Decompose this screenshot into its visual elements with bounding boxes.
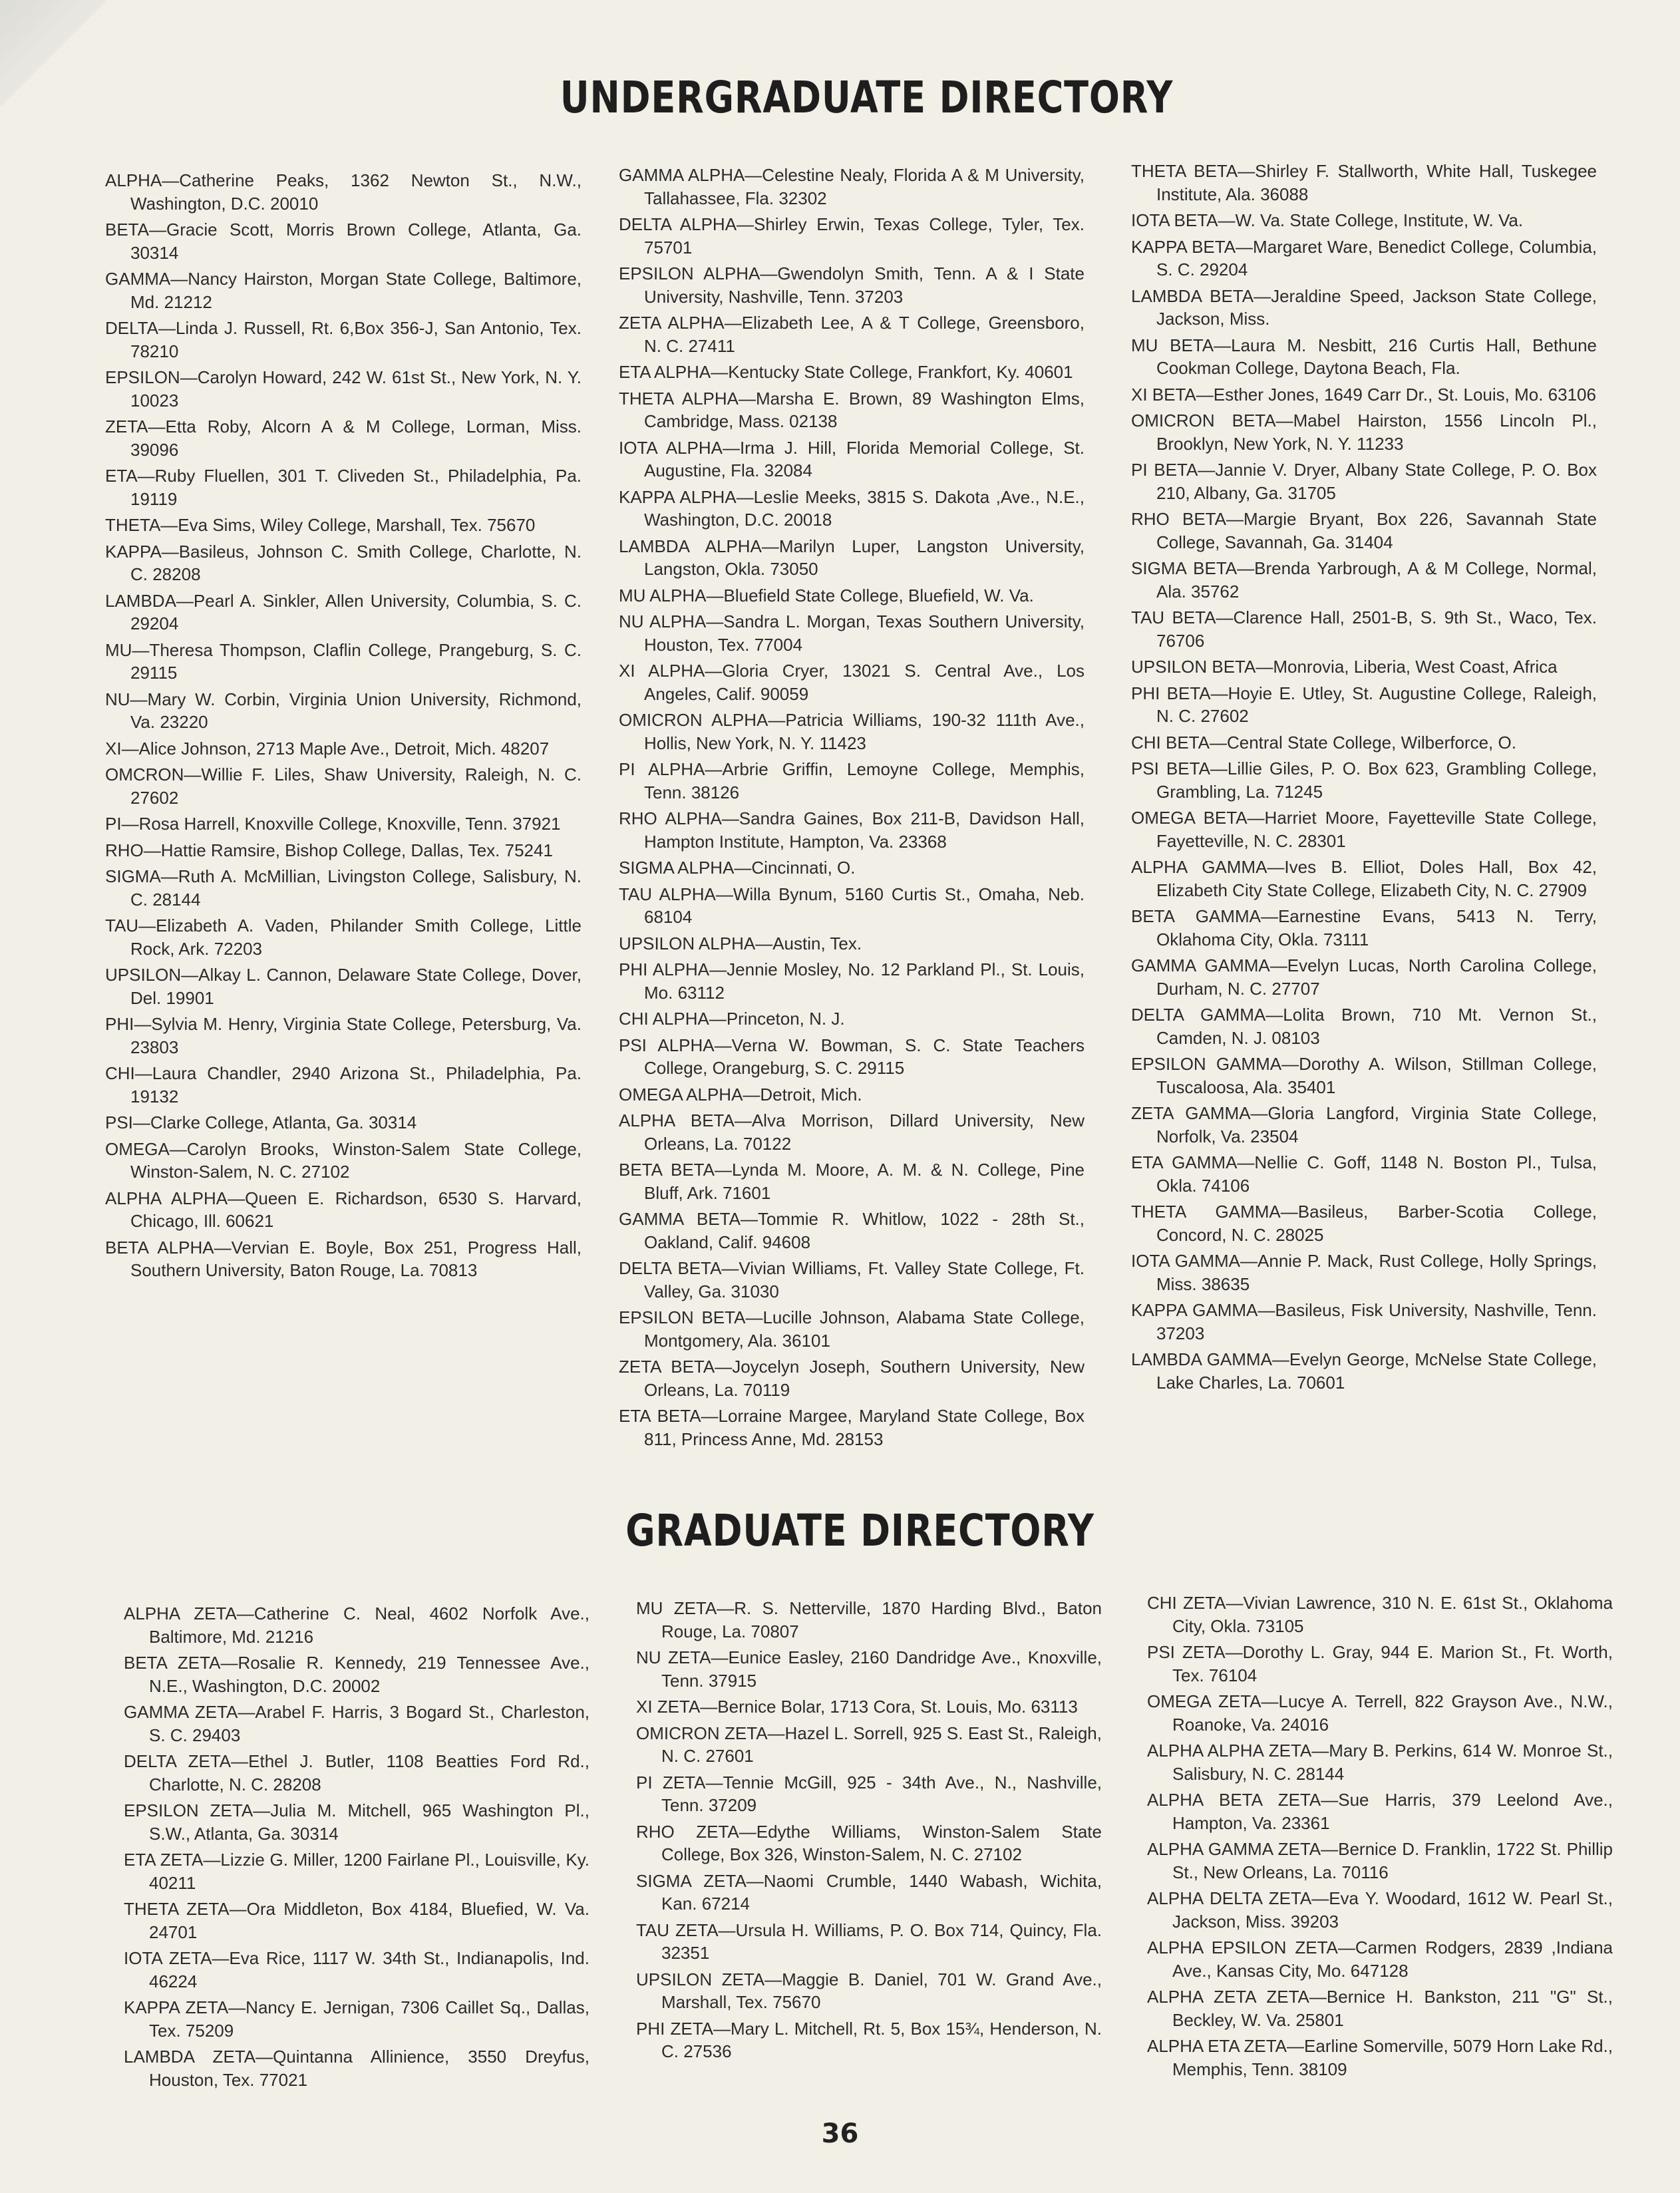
- directory-entry: XI ZETA—Bernice Bolar, 1713 Cora, St. Louis, Mo. 63113: [636, 1697, 1078, 1717]
- directory-entry: OMICRON BETA—Mabel Hairston, 1556 Lincoln Pl., Brooklyn, New York, N. Y. 11233: [1131, 411, 1597, 454]
- directory-entry: ETA GAMMA—Nellie C. Goff, 1148 N. Boston Pl., Tulsa, Okla. 74106: [1131, 1152, 1597, 1196]
- directory-entry: NU ALPHA—Sandra L. Morgan, Texas Southern University, Houston, Tex. 77004: [619, 611, 1085, 655]
- directory-entry: PSI—Clarke College, Atlanta, Ga. 30314: [105, 1112, 417, 1132]
- directory-entry: OMICRON ALPHA—Patricia Williams, 190-32 111th Ave., Hollis, New York, N. Y. 11423: [619, 710, 1085, 753]
- directory-entry: EPSILON ZETA—Julia M. Mitchell, 965 Washington Pl., S.W., Atlanta, Ga. 30314: [124, 1800, 589, 1844]
- directory-entry: DELTA GAMMA—Lolita Brown, 710 Mt. Vernon St., Camden, N. J. 08103: [1131, 1005, 1597, 1048]
- directory-entry: BETA ZETA—Rosalie R. Kennedy, 219 Tennessee Ave., N.E., Washington, D.C. 20002: [124, 1653, 589, 1696]
- directory-entry: TAU ZETA—Ursula H. Williams, P. O. Box 714, Quincy, Fla. 32351: [636, 1920, 1102, 1963]
- directory-entry: OMICRON ZETA—Hazel L. Sorrell, 925 S. East St., Raleigh, N. C. 27601: [636, 1723, 1102, 1766]
- directory-entry: UPSILON—Alkay L. Cannon, Delaware State College, Dover, Del. 19901: [105, 965, 582, 1008]
- directory-entry: ETA ZETA—Lizzie G. Miller, 1200 Fairlane Pl., Louisville, Ky. 40211: [124, 1850, 589, 1893]
- directory-entry: DELTA—Linda J. Russell, Rt. 6,Box 356-J, San Antonio, Tex. 78210: [105, 318, 582, 361]
- directory-entry: KAPPA BETA—Margaret Ware, Benedict College, Columbia, S. C. 29204: [1131, 236, 1597, 279]
- directory-entry: ALPHA GAMMA ZETA—Bernice D. Franklin, 1722 St. Phillip St., New Orleans, La. 70116: [1147, 1839, 1613, 1882]
- directory-entry: NU ZETA—Eunice Easley, 2160 Dandridge Ave., Knoxville, Tenn. 37915: [636, 1647, 1102, 1691]
- graduate-column-2: [636, 1597, 1102, 2067]
- directory-entry: GAMMA GAMMA—Evelyn Lucas, North Carolina College, Durham, N. C. 27707: [1131, 955, 1597, 999]
- directory-entry: ETA—Ruby Fluellen, 301 T. Cliveden St., Philadelphia, Pa. 19119: [105, 466, 582, 509]
- directory-entry: ALPHA GAMMA—Ives B. Elliot, Doles Hall, Box 42, Elizabeth City State College, Elizabeth City, N. C. 27909: [1131, 857, 1597, 900]
- directory-entry: LAMBDA ALPHA—Marilyn Luper, Langston University, Langston, Okla. 73050: [619, 536, 1085, 579]
- directory-entry: MU BETA—Laura M. Nesbitt, 216 Curtis Hall, Bethune Cookman College, Daytona Beach, Fla.: [1131, 335, 1597, 378]
- directory-entry: PI ZETA—Tennie McGill, 925 - 34th Ave., N., Nashville, Tenn. 37209: [636, 1772, 1102, 1815]
- directory-entry: ALPHA EPSILON ZETA—Carmen Rodgers, 2839 ,Indiana Ave., Kansas City, Mo. 647128: [1147, 1938, 1613, 1981]
- directory-entry: ZETA—Etta Roby, Alcorn A & M College, Lorman, Miss. 39096: [105, 417, 582, 460]
- page-number: 36: [821, 2118, 859, 2149]
- directory-entry: OMEGA BETA—Harriet Moore, Fayetteville State College, Fayetteville, N. C. 28301: [1131, 808, 1597, 851]
- directory-entry: ALPHA ALPHA—Queen E. Richardson, 6530 S. Harvard, Chicago, Ill. 60621: [105, 1188, 582, 1231]
- directory-entry: EPSILON—Carolyn Howard, 242 W. 61st St., New York, N. Y. 10023: [105, 367, 582, 411]
- directory-entry: SIGMA—Ruth A. McMillian, Livingston College, Salisbury, N. C. 28144: [105, 866, 582, 910]
- directory-entry: MU ZETA—R. S. Netterville, 1870 Harding Blvd., Baton Rouge, La. 70807: [636, 1598, 1102, 1641]
- directory-entry: RHO BETA—Margie Bryant, Box 226, Savannah State College, Savannah, Ga. 31404: [1131, 509, 1597, 552]
- directory-entry: KAPPA ALPHA—Leslie Meeks, 3815 S. Dakota ,Ave., N.E., Washington, D.C. 20018: [619, 486, 1085, 530]
- directory-entry: PSI ZETA—Dorothy L. Gray, 944 E. Marion St., Ft. Worth, Tex. 76104: [1147, 1642, 1613, 1685]
- directory-entry: CHI ALPHA—Princeton, N. J.: [619, 1009, 845, 1029]
- directory-entry: TAU BETA—Clarence Hall, 2501-B, S. 9th St., Waco, Tex. 76706: [1131, 607, 1597, 651]
- directory-entry: IOTA BETA—W. Va. State College, Institute, W. Va.: [1131, 210, 1524, 230]
- undergraduate-directory-title: UNDERGRADUATE DIRECTORY: [560, 72, 1174, 123]
- directory-entry: ETA ALPHA—Kentucky State College, Frankfort, Ky. 40601: [619, 362, 1073, 382]
- directory-entry: KAPPA—Basileus, Johnson C. Smith College, Charlotte, N. C. 28208: [105, 541, 582, 584]
- directory-entry: MU ALPHA—Bluefield State College, Bluefield, W. Va.: [619, 585, 1034, 605]
- directory-entry: IOTA ZETA—Eva Rice, 1117 W. 34th St., Indianapolis, Ind. 46224: [124, 1948, 589, 1991]
- directory-entry: CHI ZETA—Vivian Lawrence, 310 N. E. 61st St., Oklahoma City, Okla. 73105: [1147, 1593, 1613, 1636]
- directory-entry: LAMBDA BETA—Jeraldine Speed, Jackson State College, Jackson, Miss.: [1131, 285, 1597, 329]
- directory-entry: DELTA ZETA—Ethel J. Butler, 1108 Beatties Ford Rd., Charlotte, N. C. 28208: [124, 1751, 589, 1794]
- directory-entry: ALPHA BETA ZETA—Sue Harris, 379 Leelond Ave., Hampton, Va. 23361: [1147, 1790, 1613, 1833]
- directory-entry: EPSILON BETA—Lucille Johnson, Alabama State College, Montgomery, Ala. 36101: [619, 1307, 1085, 1351]
- directory-entry: RHO ALPHA—Sandra Gaines, Box 211-B, Davidson Hall, Hampton Institute, Hampton, Va. 23368: [619, 808, 1085, 852]
- directory-entry: OMEGA ZETA—Lucye A. Terrell, 822 Grayson Ave., N.W., Roanoke, Va. 24016: [1147, 1691, 1613, 1735]
- directory-entry: PHI BETA—Hoyie E. Utley, St. Augustine College, Raleigh, N. C. 27602: [1131, 683, 1597, 726]
- directory-entry: TAU—Elizabeth A. Vaden, Philander Smith College, Little Rock, Ark. 72203: [105, 916, 582, 959]
- directory-entry: THETA—Eva Sims, Wiley College, Marshall, Tex. 75670: [105, 515, 536, 535]
- directory-entry: DELTA BETA—Vivian Williams, Ft. Valley State College, Ft. Valley, Ga. 31030: [619, 1258, 1085, 1301]
- directory-entry: ALPHA ALPHA ZETA—Mary B. Perkins, 614 W. Monroe St., Salisbury, N. C. 28144: [1147, 1741, 1613, 1784]
- directory-entry: LAMBDA GAMMA—Evelyn George, McNelse State College, Lake Charles, La. 70601: [1131, 1349, 1597, 1393]
- directory-entry: UPSILON BETA—Monrovia, Liberia, West Coast, Africa: [1131, 657, 1558, 677]
- directory-entry: ZETA ALPHA—Elizabeth Lee, A & T College, Greensboro, N. C. 27411: [619, 313, 1085, 356]
- directory-entry: SIGMA BETA—Brenda Yarbrough, A & M College, Normal, Ala. 35762: [1131, 558, 1597, 601]
- directory-entry: RHO—Hattie Ramsire, Bishop College, Dallas, Tex. 75241: [105, 840, 553, 860]
- directory-entry: BETA BETA—Lynda M. Moore, A. M. & N. College, Pine Bluff, Ark. 71601: [619, 1160, 1085, 1203]
- directory-entry: ZETA BETA—Joycelyn Joseph, Southern University, New Orleans, La. 70119: [619, 1357, 1085, 1400]
- directory-entry: ETA BETA—Lorraine Margee, Maryland State College, Box 811, Princess Anne, Md. 28153: [619, 1406, 1085, 1449]
- directory-entry: PSI ALPHA—Verna W. Bowman, S. C. State Teachers College, Orangeburg, S. C. 29115: [619, 1035, 1085, 1078]
- graduate-column-1: [124, 1602, 589, 2095]
- directory-entry: XI—Alice Johnson, 2713 Maple Ave., Detroit, Mich. 48207: [105, 738, 550, 759]
- undergraduate-column-1: [105, 169, 582, 1285]
- directory-entry: THETA BETA—Shirley F. Stallworth, White Hall, Tuskegee Institute, Ala. 36088: [1131, 161, 1597, 204]
- directory-entry: PHI ALPHA—Jennie Mosley, No. 12 Parkland Pl., St. Louis, Mo. 63112: [619, 959, 1085, 1003]
- directory-entry: TAU ALPHA—Willa Bynum, 5160 Curtis St., Omaha, Neb. 68104: [619, 884, 1085, 927]
- directory-entry: THETA ALPHA—Marsha E. Brown, 89 Washington Elms, Cambridge, Mass. 02138: [619, 388, 1085, 431]
- directory-entry: CHI BETA—Central State College, Wilberforce, O.: [1131, 732, 1516, 753]
- graduate-column-3: [1147, 1592, 1613, 2084]
- directory-entry: PI—Rosa Harrell, Knoxville College, Knoxville, Tenn. 37921: [105, 814, 561, 834]
- folded-corner: [0, 0, 106, 106]
- directory-entry: GAMMA ALPHA—Celestine Nealy, Florida A & M University, Tallahassee, Fla. 32302: [619, 165, 1085, 208]
- directory-entry: DELTA ALPHA—Shirley Erwin, Texas College, Tyler, Tex. 75701: [619, 214, 1085, 257]
- directory-entry: LAMBDA—Pearl A. Sinkler, Allen University, Columbia, S. C. 29204: [105, 590, 582, 633]
- directory-entry: ALPHA DELTA ZETA—Eva Y. Woodard, 1612 W. Pearl St., Jackson, Miss. 39203: [1147, 1888, 1613, 1932]
- directory-entry: IOTA GAMMA—Annie P. Mack, Rust College, Holly Springs, Miss. 38635: [1131, 1251, 1597, 1294]
- directory-entry: UPSILON ZETA—Maggie B. Daniel, 701 W. Grand Ave., Marshall, Tex. 75670: [636, 1969, 1102, 2012]
- directory-entry: KAPPA GAMMA—Basileus, Fisk University, Nashville, Tenn. 37203: [1131, 1300, 1597, 1343]
- directory-entry: OMEGA—Carolyn Brooks, Winston-Salem State College, Winston-Salem, N. C. 27102: [105, 1138, 582, 1182]
- undergraduate-column-2: [619, 164, 1085, 1454]
- directory-entry: NU—Mary W. Corbin, Virginia Union University, Richmond, Va. 23220: [105, 689, 582, 732]
- directory-entry: ALPHA—Catherine Peaks, 1362 Newton St., N.W., Washington, D.C. 20010: [105, 170, 582, 214]
- directory-entry: ALPHA ZETA—Catherine C. Neal, 4602 Norfolk Ave., Baltimore, Md. 21216: [124, 1603, 589, 1647]
- directory-entry: BETA ALPHA—Vervian E. Boyle, Box 251, Progress Hall, Southern University, Baton Rouge, La. 70813: [105, 1237, 582, 1280]
- directory-entry: PI ALPHA—Arbrie Griffin, Lemoyne College, Memphis, Tenn. 38126: [619, 759, 1085, 802]
- directory-entry: EPSILON ALPHA—Gwendolyn Smith, Tenn. A & I State University, Nashville, Tenn. 37203: [619, 263, 1085, 307]
- directory-entry: PI BETA—Jannie V. Dryer, Albany State College, P. O. Box 210, Albany, Ga. 31705: [1131, 460, 1597, 503]
- directory-entry: UPSILON ALPHA—Austin, Tex.: [619, 933, 862, 953]
- directory-entry: BETA GAMMA—Earnestine Evans, 5413 N. Terry, Oklahoma City, Okla. 73111: [1131, 906, 1597, 949]
- directory-entry: OMCRON—Willie F. Liles, Shaw University, Raleigh, N. C. 27602: [105, 764, 582, 808]
- directory-entry: GAMMA BETA—Tommie R. Whitlow, 1022 - 28th St., Oakland, Calif. 94608: [619, 1209, 1085, 1252]
- directory-entry: ZETA GAMMA—Gloria Langford, Virginia State College, Norfolk, Va. 23504: [1131, 1103, 1597, 1146]
- directory-entry: ALPHA ZETA ZETA—Bernice H. Bankston, 211 "G" St., Beckley, W. Va. 25801: [1147, 1987, 1613, 2030]
- directory-entry: BETA—Gracie Scott, Morris Brown College, Atlanta, Ga. 30314: [105, 220, 582, 263]
- directory-entry: PSI BETA—Lillie Giles, P. O. Box 623, Grambling College, Grambling, La. 71245: [1131, 759, 1597, 802]
- directory-entry: EPSILON GAMMA—Dorothy A. Wilson, Stillman College, Tuscaloosa, Ala. 35401: [1131, 1054, 1597, 1097]
- directory-entry: XI BETA—Esther Jones, 1649 Carr Dr., St. Louis, Mo. 63106: [1131, 384, 1596, 405]
- directory-entry: SIGMA ZETA—Naomi Crumble, 1440 Wabash, Wichita, Kan. 67214: [636, 1870, 1102, 1914]
- directory-entry: LAMBDA ZETA—Quintanna Allinience, 3550 Dreyfus, Houston, Tex. 77021: [124, 2047, 589, 2090]
- directory-entry: GAMMA—Nancy Hairston, Morgan State College, Baltimore, Md. 21212: [105, 269, 582, 312]
- directory-entry: CHI—Laura Chandler, 2940 Arizona St., Philadelphia, Pa. 19132: [105, 1063, 582, 1106]
- directory-entry: KAPPA ZETA—Nancy E. Jernigan, 7306 Caillet Sq., Dallas, Tex. 75209: [124, 1997, 589, 2041]
- directory-entry: IOTA ALPHA—Irma J. Hill, Florida Memorial College, St. Augustine, Fla. 32084: [619, 437, 1085, 480]
- directory-entry: THETA ZETA—Ora Middleton, Box 4184, Bluefied, W. Va. 24701: [124, 1899, 589, 1942]
- directory-entry: SIGMA ALPHA—Cincinnati, O.: [619, 858, 856, 878]
- directory-entry: PHI—Sylvia M. Henry, Virginia State College, Petersburg, Va. 23803: [105, 1014, 582, 1057]
- directory-entry: RHO ZETA—Edythe Williams, Winston-Salem State College, Box 326, Winston-Salem, N. C. 27102: [636, 1821, 1102, 1864]
- directory-entry: MU—Theresa Thompson, Claflin College, Prangeburg, S. C. 29115: [105, 639, 582, 683]
- directory-entry: ALPHA BETA—Alva Morrison, Dillard University, New Orleans, La. 70122: [619, 1110, 1085, 1154]
- directory-entry: ALPHA ETA ZETA—Earline Somerville, 5079 Horn Lake Rd., Memphis, Tenn. 38109: [1147, 2036, 1613, 2079]
- graduate-directory-title: GRADUATE DIRECTORY: [625, 1505, 1094, 1556]
- directory-entry: GAMMA ZETA—Arabel F. Harris, 3 Bogard St., Charleston, S. C. 29403: [124, 1702, 589, 1745]
- directory-entry: OMEGA ALPHA—Detroit, Mich.: [619, 1084, 862, 1104]
- directory-entry: PHI ZETA—Mary L. Mitchell, Rt. 5, Box 15¾, Henderson, N. C. 27536: [636, 2018, 1102, 2061]
- undergraduate-column-3: [1131, 160, 1597, 1397]
- directory-entry: XI ALPHA—Gloria Cryer, 13021 S. Central Ave., Los Angeles, Calif. 90059: [619, 661, 1085, 704]
- directory-entry: THETA GAMMA—Basileus, Barber-Scotia College, Concord, N. C. 28025: [1131, 1202, 1597, 1245]
